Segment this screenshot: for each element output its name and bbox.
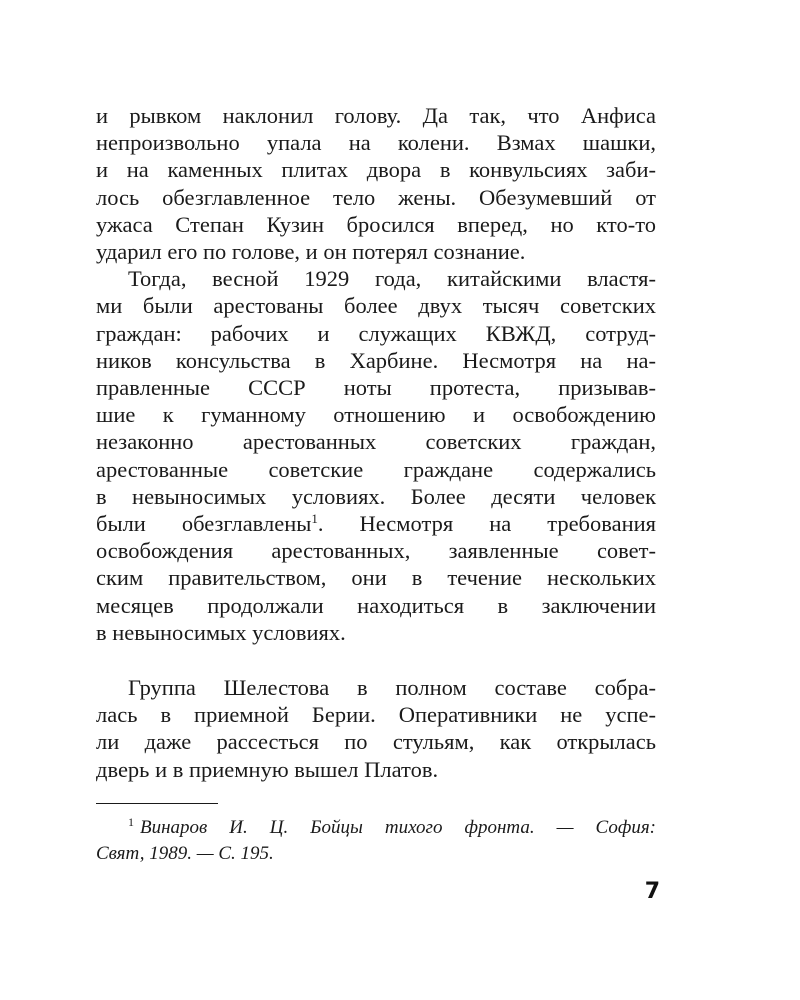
text-line: и рывком наклонил голову. Да так, что Анфиса (96, 103, 656, 128)
text-line: ударил его по голове, и он потерял сознание. (96, 239, 526, 265)
text-line: лась в приемной Берии. Оперативники не успе- (96, 702, 656, 728)
text-line: ли даже рассесться по стульям, как открылась (96, 729, 656, 755)
footnote-marker: 1 (128, 815, 134, 829)
text-line: ников консульства в Харбине. Несмотря на на- (96, 347, 656, 373)
text-line: и на каменных плитах двора в конвульсиях заби- (96, 157, 656, 183)
paragraph-group-assembly (96, 674, 656, 783)
text-line: Группа Шелестова в полном составе собра- (128, 675, 656, 700)
text-line: месяцев продолжали находиться в заключении (96, 592, 656, 618)
text-line: освобождения арестованных, заявленные совет- (96, 538, 656, 564)
footnote-reference[interactable]: 1 (311, 511, 318, 527)
footnote-divider (96, 803, 218, 804)
page-number: 7 (644, 879, 660, 904)
text-line: ми были арестованы более двух тысяч советских (96, 293, 656, 319)
text-line: в невыносимых условиях. (96, 619, 346, 645)
text-line: правленные СССР ноты протеста, призывав- (96, 375, 656, 401)
text-segment: были обезглавлены (96, 511, 312, 537)
text-line: Тогда, весной 1929 года, китайскими властя- (128, 266, 656, 292)
text-line: непроизвольно упала на колени. Взмах шашки, (96, 130, 656, 156)
paragraph-continued (96, 102, 656, 265)
main-text-block (96, 102, 656, 646)
text-line: лось обезглавленное тело жены. Обезумевший от (96, 184, 656, 210)
footnote (96, 815, 656, 867)
paragraph-arrests (96, 265, 656, 646)
scene-text-block (96, 674, 656, 783)
text-line: граждан: рабочих и служащих КВЖД, сотруд- (96, 320, 656, 346)
footnote-citation: Винаров И. Ц. Бойцы тихого фронта. — София: (140, 817, 656, 838)
text-segment: . Несмотря на требования (317, 511, 656, 537)
footnote-line: Свят, 1989. — С. 195. (96, 843, 274, 864)
text-line: ским правительством, они в течение нескольких (96, 565, 656, 591)
text-line: в невыносимых условиях. Более десяти человек (96, 483, 656, 509)
text-line: ужаса Степан Кузин бросился вперед, но кто-то (96, 211, 656, 237)
footnote-line (96, 815, 656, 841)
text-line: шие к гуманному отношению и освобождению (96, 402, 656, 428)
text-line-with-footnote (96, 510, 656, 537)
text-line: незаконно арестованных советских граждан, (96, 429, 656, 455)
text-line: дверь и в приемную вышел Платов. (96, 756, 439, 782)
text-line: арестованные советские граждане содержались (96, 456, 656, 482)
